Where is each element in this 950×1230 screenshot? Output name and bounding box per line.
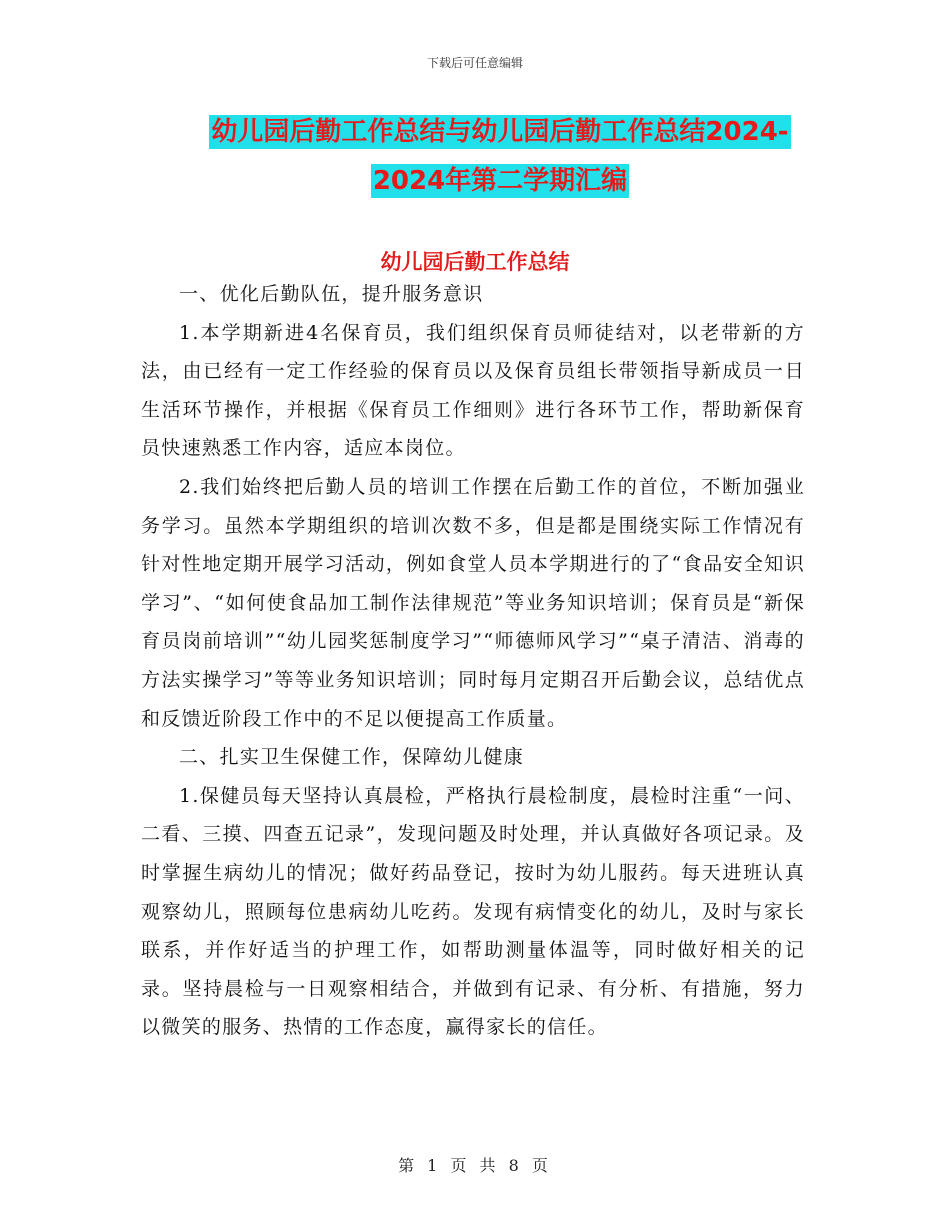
title-line-2: 2024年第二学期汇编 (372, 166, 628, 196)
header-note: 下载后可任意编辑 (426, 56, 523, 70)
document-title (140, 108, 860, 206)
title-line-1: 幼儿园后勤工作总结与幼儿园后勤工作总结2024- (211, 117, 789, 147)
body-text (141, 275, 805, 1047)
paragraph-3: 1.保健员每天坚持认真晨检，严格执行晨检制度，晨检时注重“一问、二看、三摸、四查五记录”，发现问题及时处理，并认真做好各项记录。及时掌握生病幼儿的情况；做好药品登记，按时为幼儿服药。每天进班认真观察幼儿，照顾每位患病幼儿吃药。发现有病情变化的幼儿，及时与家长联系，并作好适当的护理工作，如帮助测量体温等，同时做好相关的记录。坚持晨检与一日观察相结合，并做到有记录、有分析、有措施，努力以微笑的服务、热情的工作态度，赢得家长的信任。 (141, 784, 805, 1039)
section-title: 幼儿园后勤工作总结 (380, 250, 570, 274)
section-heading-2: 二、扎实卫生保健工作，保障幼儿健康 (179, 746, 525, 769)
section-heading-1: 一、优化后勤队伍，提升服务意识 (179, 283, 484, 305)
paragraph-1: 1.本学期新进4名保育员，我们组织保育员师徒结对，以老带新的方法，由已经有一定工作经验的保育员以及保育员组长带领指导新成员一日生活环节操作，并根据《保育员工作细则》进行各环节工作，帮助新保育员快速熟悉工作内容，适应本岗位。 (141, 321, 805, 460)
page-footer: 第 1 页 共 8 页 (398, 1156, 552, 1175)
paragraph-2: 2.我们始终把后勤人员的培训工作摆在后勤工作的首位，不断加强业务学习。虽然本学期组织的培训次数不多，但是都是围绕实际工作情况有针对性地定期开展学习活动，例如食堂人员本学期进行的了“食品安全知识学习”、“如何使食品加工制作法律规范”等业务知识培训；保育员是“新保育员岗前培训”“幼儿园奖惩制度学习”“师德师风学习”“桌子清洁、消毒的方法实操学习”等等业务知识培训；同时每月定期召开后勤会议，总结优点和反馈近阶段工作中的不足以便提高工作质量。 (141, 475, 805, 730)
